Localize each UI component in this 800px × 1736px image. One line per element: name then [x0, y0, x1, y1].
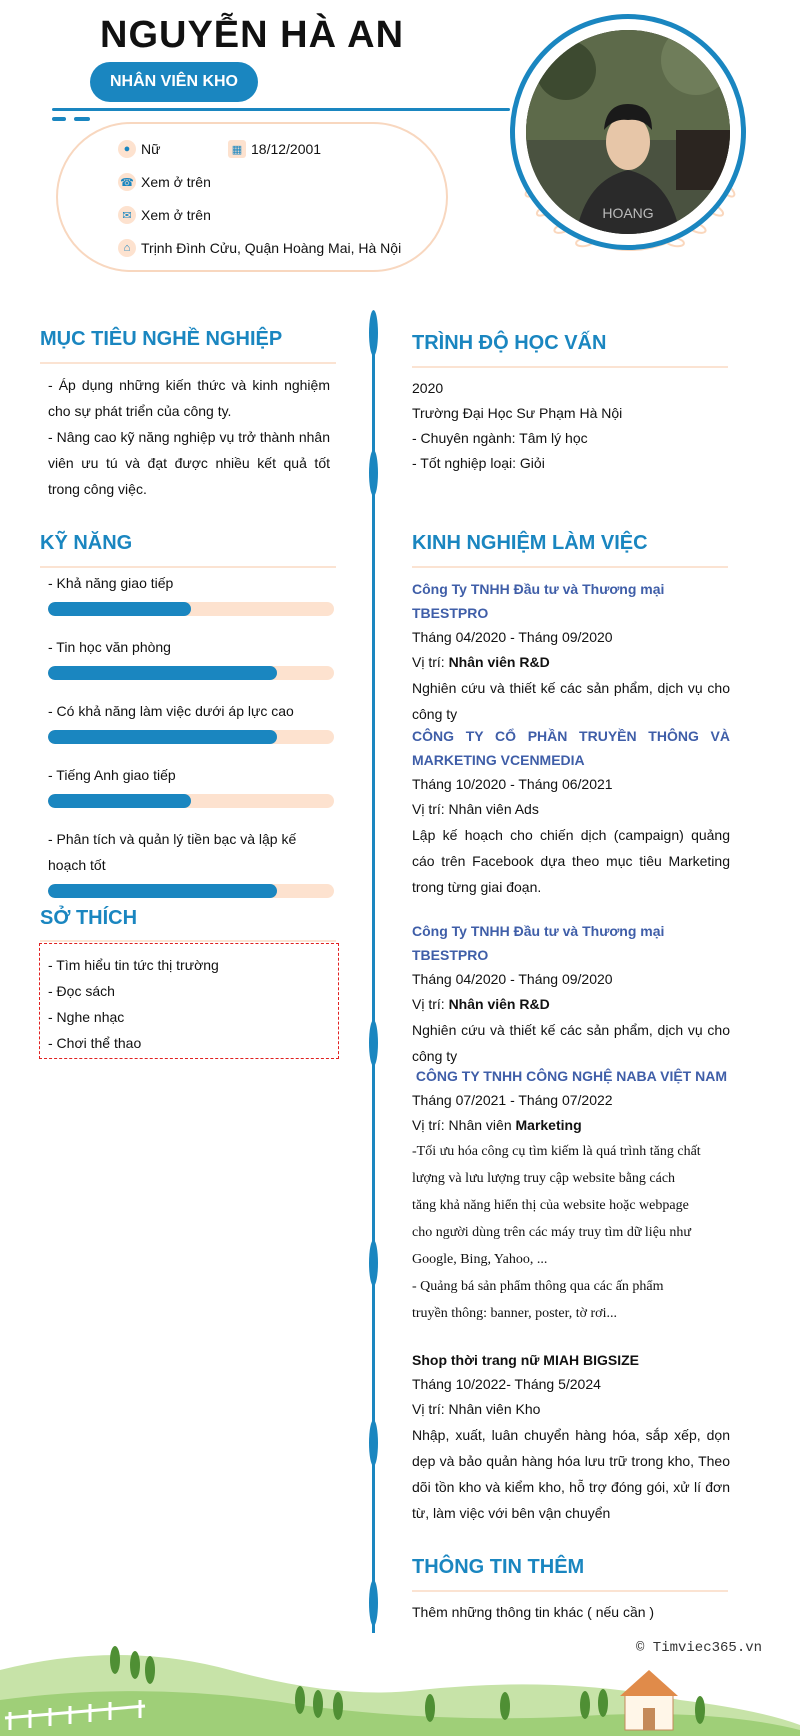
job-company: CÔNG TY TNHH CÔNG NGHỆ NABA VIỆT NAM [412, 1068, 728, 1084]
objective-line: - Nâng cao kỹ năng nghiệp vụ trở thành nhân viên ưu tú và đạt được nhiều kết quả tốt trong công việc. [48, 429, 330, 497]
avatar [526, 30, 730, 234]
hobby-item: - Tìm hiểu tin tức thị trường [48, 957, 219, 973]
hobbies-box [39, 943, 339, 1059]
section-title-objective: MỤC TIÊU NGHỀ NGHIỆP [40, 328, 283, 350]
timeline-leaf [369, 1580, 378, 1626]
job-period: Tháng 10/2020 - Tháng 06/2021 [412, 776, 613, 792]
job-description-line: lượng và lưu lượng truy cập website bằng cách [412, 1171, 676, 1186]
user-icon: ● [118, 140, 136, 158]
section-rule [412, 566, 728, 568]
phone-icon: ☎ [118, 173, 136, 191]
job-entry [412, 1064, 730, 1327]
job-period: Tháng 04/2020 - Tháng 09/2020 [412, 629, 613, 645]
job-position [412, 1113, 730, 1138]
hobby-item: - Chơi thể thao [48, 1035, 142, 1051]
svg-text:HOANG: HOANG [602, 205, 654, 221]
skill-bar [48, 794, 334, 808]
job-position-prefix: Vị trí: [412, 996, 449, 1012]
skill-bar-fill [48, 884, 277, 898]
email-row [118, 205, 211, 225]
job-description: Nghiên cứu và thiết kế các sản phẩm, dịch vụ cho công ty [412, 680, 730, 722]
dob-value: 18/12/2001 [251, 141, 322, 157]
job-description-line: cho người dùng trên các máy truy tìm dữ liệu như [412, 1225, 691, 1240]
calendar-icon: ▦ [228, 140, 246, 158]
skill-label: - Khả năng giao tiếp [48, 575, 174, 591]
education-grade: - Tốt nghiệp loại: Giỏi [412, 455, 545, 471]
address-value: Trịnh Đình Cửu, Quận Hoàng Mai, Hà Nội [141, 240, 402, 256]
gender-value: Nữ [141, 141, 161, 157]
job-company: Công Ty TNHH Đầu tư và Thương mại TBESTPRO [412, 923, 665, 963]
home-icon: ⌂ [118, 239, 136, 257]
skill-bar [48, 602, 334, 616]
skill-label: - Tin học văn phòng [48, 639, 171, 655]
header-divider-dot [74, 117, 90, 121]
hobby-item: - Nghe nhạc [48, 1009, 125, 1025]
candidate-name: NGUYỄN HÀ AN [100, 14, 405, 56]
timeline-leaf [369, 1020, 378, 1066]
mail-icon: ✉ [118, 206, 136, 224]
skill-bar-fill [48, 602, 191, 616]
skill-label: - Tiếng Anh giao tiếp [48, 767, 176, 783]
section-rule [40, 362, 336, 364]
education-school: Trường Đại Học Sư Phạm Hà Nội [412, 405, 623, 421]
section-rule [412, 1590, 728, 1592]
job-description-line: -Tối ưu hóa công cụ tìm kiếm là quá trình tăng chất [412, 1144, 701, 1159]
job-position: Vị trí: Nhân viên Ads [412, 801, 539, 817]
section-rule [40, 566, 336, 568]
job-period: Tháng 07/2021 - Tháng 07/2022 [412, 1092, 613, 1108]
job-entry [412, 577, 730, 727]
dob-row [228, 139, 321, 159]
hobby-item: - Đọc sách [48, 983, 115, 999]
job-description: Nhập, xuất, luân chuyển hàng hóa, sắp xếp, dọn dẹp và bảo quản hàng hóa lưu trữ trong kho, Theo dõi tồn kho và kiểm kho, hỗ trợ đóng gói, xử lí đơn từ, làm việc với bên vận chuyển [412, 1427, 730, 1521]
job-entry [412, 1348, 730, 1526]
section-title-extra: THÔNG TIN THÊM [412, 1556, 585, 1578]
footer-brand: © Timviec365.vn [636, 1640, 763, 1656]
job-description-line: tăng khả năng hiển thị của website hoặc webpage [412, 1198, 689, 1213]
profile-photo [526, 30, 730, 234]
job-description-line: Google, Bing, Yahoo, ... [412, 1252, 548, 1267]
skill-bar [48, 884, 334, 898]
job-description: Lập kế hoạch cho chiến dịch (campaign) quảng cáo trên Facebook dựa theo mục tiêu Marketing trong từng giai đoạn. [412, 827, 730, 895]
job-position-value: Nhân viên R&D [448, 654, 550, 670]
job-description-line: truyền thông: banner, poster, tờ rơi... [412, 1306, 617, 1321]
skill-bar [48, 666, 334, 680]
job-description-line: - Quảng bá sản phẩm thông qua các ấn phẩm [412, 1279, 664, 1294]
skill-label: - Có khả năng làm việc dưới áp lực cao [48, 703, 294, 719]
job-position-prefix: Vị trí: [412, 654, 449, 670]
job-company: CÔNG TY CỔ PHẦN TRUYỀN THÔNG VÀ MARKETING VCENMEDIA [412, 728, 730, 768]
section-title-hobbies: SỞ THÍCH [40, 907, 138, 929]
education-major: - Chuyên ngành: Tâm lý học [412, 430, 588, 446]
job-position-prefix: Vị trí: Nhân viên [412, 1117, 516, 1133]
job-position: Vị trí: Nhân viên Kho [412, 1401, 541, 1417]
skill-bar-fill [48, 794, 191, 808]
phone-row [118, 172, 211, 192]
skill-bar-fill [48, 666, 277, 680]
email-value: Xem ở trên [141, 207, 211, 223]
header-divider [52, 108, 510, 111]
job-title-badge: NHÂN VIÊN KHO [90, 62, 258, 102]
job-position-value: Nhân viên R&D [448, 996, 550, 1012]
address-row [118, 238, 401, 258]
job-position-value: Marketing [515, 1117, 582, 1133]
job-company: Công Ty TNHH Đầu tư và Thương mại TBESTPRO [412, 581, 665, 621]
section-title-education: TRÌNH ĐỘ HỌC VẤN [412, 332, 607, 354]
section-title-experience: KINH NGHIỆM LÀM VIỆC [412, 532, 648, 554]
education-block [412, 376, 728, 476]
timeline-leaf [369, 450, 378, 496]
header-divider-dot [52, 117, 66, 121]
gender-row [118, 139, 160, 159]
job-period: Tháng 04/2020 - Tháng 09/2020 [412, 971, 613, 987]
section-rule [412, 366, 728, 368]
job-period: Tháng 10/2022- Tháng 5/2024 [412, 1376, 601, 1392]
phone-value: Xem ở trên [141, 174, 211, 190]
skill-label: - Phân tích và quản lý tiền bạc và lập kế hoạch tốt [48, 831, 297, 873]
job-position [412, 992, 730, 1017]
job-description: Nghiên cứu và thiết kế các sản phẩm, dịch vụ cho công ty [412, 1022, 730, 1064]
objective-text [48, 372, 330, 502]
timeline-leaf [369, 1240, 378, 1286]
section-rule [40, 940, 336, 942]
skill-bar [48, 730, 334, 744]
skills-list [48, 570, 334, 898]
job-entry [412, 724, 730, 900]
timeline-leaf [369, 310, 378, 356]
section-title-skills: KỸ NĂNG [40, 532, 133, 554]
education-year: 2020 [412, 380, 444, 396]
skill-bar-fill [48, 730, 277, 744]
timeline-leaf [369, 1420, 378, 1466]
job-company: Shop thời trang nữ MIAH BIGSIZE [412, 1352, 639, 1368]
extra-info-text: Thêm những thông tin khác ( nếu cần ) [412, 1604, 655, 1620]
job-entry [412, 919, 730, 1069]
objective-line: - Áp dụng những kiến thức và kinh nghiệm cho sự phát triển của công ty. [48, 377, 330, 419]
job-position [412, 650, 730, 675]
